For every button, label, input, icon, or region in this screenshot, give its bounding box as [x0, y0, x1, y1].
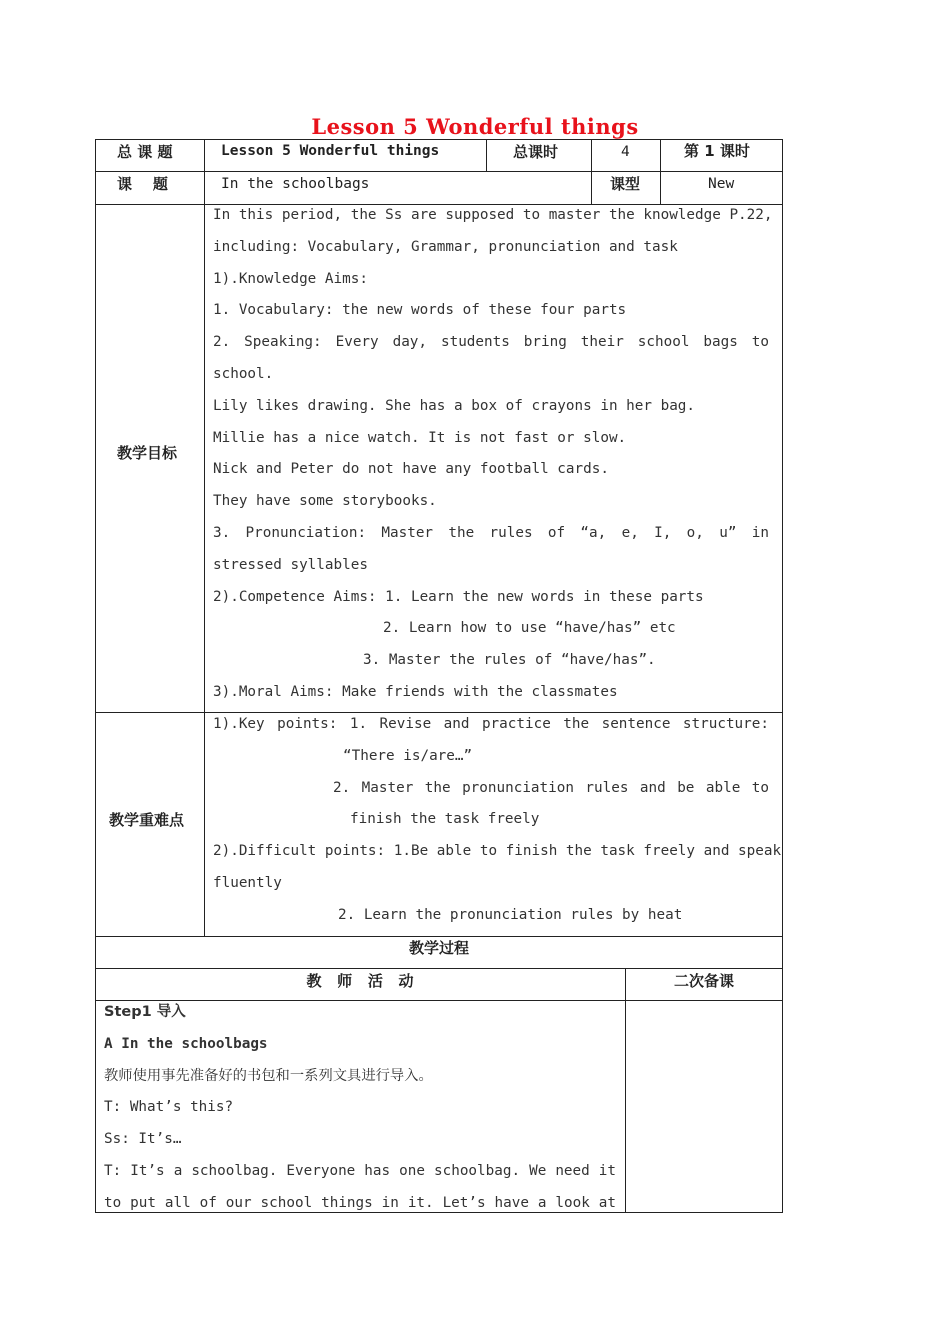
process-label: 教学过程 — [408, 939, 469, 957]
process-line: T: What’s this? — [104, 1099, 234, 1116]
keypoint-line: 2. Master the pronunciation rules and be able to — [333, 779, 769, 796]
topic-label: 总 课 题 — [117, 143, 173, 161]
objective-line: 2).Competence Aims: 1. Learn the new words in these parts — [213, 588, 704, 605]
objective-line: 3. Master the rules of “have/has”. — [363, 652, 656, 669]
lesson-label: 课 题 — [117, 175, 168, 193]
total-hours-value: 4 — [621, 144, 630, 160]
keypoint-line: finish the task freely — [350, 811, 540, 828]
objective-line: 2. Learn how to use “have/has” etc — [383, 620, 676, 637]
period-label: 第 1 课时 — [684, 142, 750, 160]
objective-line: 3. Pronunciation: Master the rules of “a, e, I, o, u” in — [213, 524, 769, 541]
objective-line: 2. Speaking: Every day, students bring their school bags to — [213, 334, 769, 351]
keypoint-line: 2).Difficult points: 1.Be able to finish the task freely and speak — [213, 843, 782, 860]
lesson-type-label: 课型 — [610, 175, 641, 193]
objective-line: They have some storybooks. — [213, 493, 437, 510]
total-hours-label: 总课时 — [513, 143, 559, 161]
process-line: to put all of our school things in it. Let’s have a look at — [104, 1194, 616, 1211]
keypoint-line: fluently — [213, 874, 282, 891]
process-content — [104, 997, 616, 1220]
second-prep-header: 二次备课 — [673, 972, 734, 990]
keypoint-line: 1).Key points: 1. Revise and practice the sentence structure: — [213, 716, 769, 732]
objective-line: In this period, the Ss are supposed to master the knowledge P.22, — [213, 207, 773, 223]
objective-line: stressed syllables — [213, 556, 368, 573]
topic-value: Lesson 5 Wonderful things — [221, 143, 440, 159]
objective-line: 1).Knowledge Aims: — [213, 270, 368, 287]
page-title: Lesson 5 Wonderful things — [311, 114, 639, 139]
keypoint-line: “There is/are…” — [343, 747, 473, 764]
objective-line: school. — [213, 365, 274, 382]
objectives-label: 教学目标 — [117, 444, 178, 462]
objective-line: Lily likes drawing. She has a box of crayons in her bag. — [213, 397, 696, 414]
objective-line: Nick and Peter do not have any football cards. — [213, 461, 609, 478]
objective-line: 3).Moral Aims: Make friends with the classmates — [213, 683, 618, 700]
process-line: Step1 导入 — [104, 1004, 186, 1020]
keypoints-content — [213, 709, 782, 932]
objective-line: 1. Vocabulary: the new words of these four parts — [213, 302, 627, 319]
objective-line: including: Vocabulary, Grammar, pronunciation and task — [213, 238, 678, 255]
lesson-plan-table — [95, 139, 783, 1213]
process-line: A In the schoolbags — [104, 1035, 268, 1052]
process-line: T: It’s a schoolbag. Everyone has one schoolbag. We need it — [104, 1162, 616, 1179]
process-line: 教师使用事先准备好的书包和一系列文具进行导入。 — [104, 1067, 433, 1084]
keypoints-label: 教学重难点 — [109, 811, 185, 829]
objectives-content — [213, 200, 773, 709]
keypoint-line: 2. Learn the pronunciation rules by heat — [338, 906, 683, 923]
objective-line: Millie has a nice watch. It is not fast or slow. — [213, 429, 627, 446]
process-line: Ss: It’s… — [104, 1131, 182, 1148]
lesson-topic-value: In the schoolbags — [221, 176, 370, 192]
teacher-activity-header: 教 师 活 动 — [306, 972, 414, 990]
lesson-type-value: New — [708, 176, 735, 192]
